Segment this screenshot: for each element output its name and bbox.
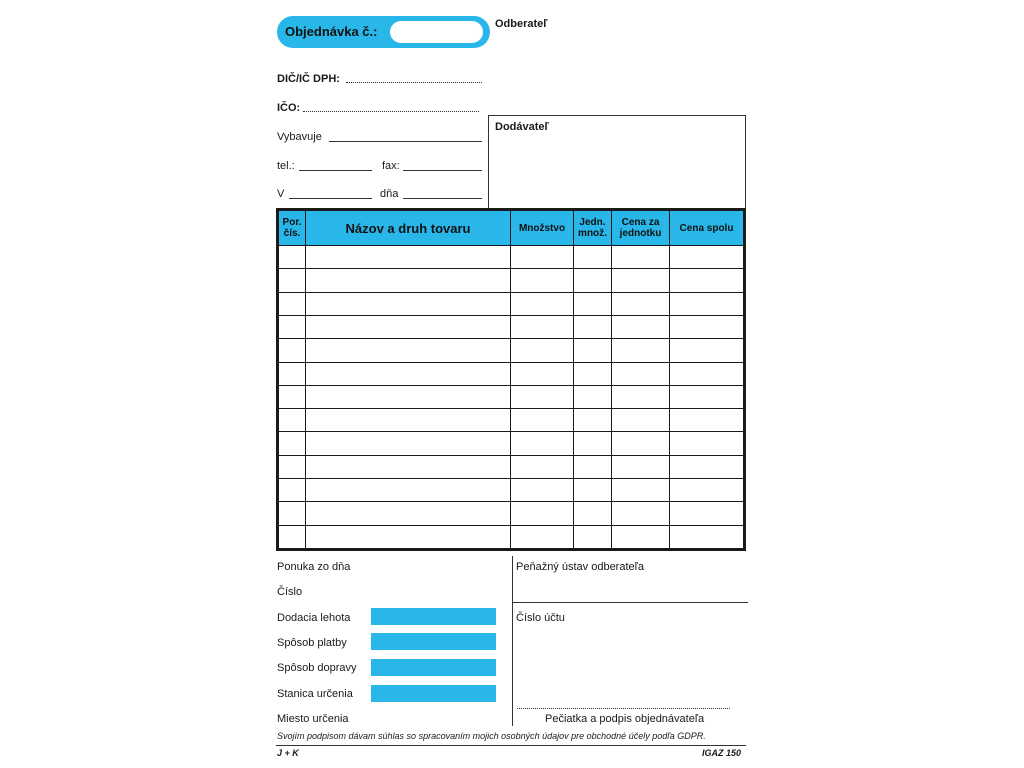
signature-label: Pečiatka a podpis objednávateľa [545,713,705,725]
bottom-divider-vertical [512,556,513,726]
table-row[interactable] [279,362,743,363]
footer-rule [276,745,746,746]
transport-method-label: Spôsob dopravy [277,662,357,674]
ico-field[interactable] [303,111,479,112]
table-row[interactable] [279,385,743,386]
table-row[interactable] [279,245,743,246]
account-number-label: Číslo účtu [516,612,565,624]
header-cena-spolu: Cena spolu [679,222,734,234]
place-label: V [277,188,285,200]
date-label: dňa [380,188,399,200]
table-column-divider [669,211,670,548]
date-field[interactable] [403,198,482,199]
bottom-divider-horizontal [512,602,748,603]
vybavuje-label: Vybavuje [277,131,322,143]
tel-field[interactable] [299,170,372,171]
offer-date-label: Ponuka zo dňa [277,561,351,573]
delivery-term-field[interactable] [371,608,496,625]
header-jedn: Jedn. množ. [578,217,607,239]
table-row[interactable] [279,525,743,526]
bank-label: Peňažný ústav odberateľa [516,561,644,573]
table-row[interactable] [279,431,743,432]
fax-field[interactable] [403,170,482,171]
transport-method-field[interactable] [371,659,496,676]
table-row[interactable] [279,268,743,269]
table-row[interactable] [279,338,743,339]
dic-label: DIČ/IČ DPH: [277,73,340,85]
destination-place-label: Miesto určenia [277,713,349,725]
signature-line[interactable] [517,708,730,709]
customer-label: Odberateľ [495,18,548,30]
header-nazov: Názov a druh tovaru [345,220,471,236]
table-row[interactable] [279,292,743,293]
header-por: Por. čís. [282,217,302,239]
items-table [276,208,746,551]
supplier-label: Dodávateľ [495,121,549,133]
table-row[interactable] [279,315,743,316]
header-cena-za: Cena za jednotku [619,217,662,239]
table-row[interactable] [279,478,743,479]
payment-method-field[interactable] [371,633,496,650]
table-column-divider [305,211,306,548]
table-column-divider [573,211,574,548]
place-field[interactable] [289,198,372,199]
vybavuje-field[interactable] [329,141,482,142]
order-number-label: Objednávka č.: [285,24,378,39]
supplier-box[interactable] [488,115,746,211]
table-column-divider [510,211,511,548]
ico-label: IČO: [277,102,301,114]
tel-label: tel.: [277,160,295,172]
dic-field[interactable] [346,82,482,83]
destination-station-field[interactable] [371,685,496,702]
table-row[interactable] [279,455,743,456]
header-mnozstvo: Množstvo [518,222,566,234]
form-code: IGAZ 150 [702,748,742,758]
delivery-term-label: Dodacia lehota [277,612,351,624]
offer-number-label: Číslo [277,586,303,598]
table-row[interactable] [279,501,743,502]
table-column-divider [611,211,612,548]
fax-label: fax: [382,160,400,172]
order-number-pill [277,16,490,48]
publisher-mark: J + K [277,748,299,758]
payment-method-label: Spôsob platby [277,637,347,649]
destination-station-label: Stanica určenia [277,688,353,700]
table-row[interactable] [279,408,743,409]
gdpr-consent-text: Svojím podpisom dávam súhlas so spracovaním mojich osobných údajov pre obchodné účely podľa GDPR. [277,731,706,741]
order-number-field[interactable] [390,21,483,43]
